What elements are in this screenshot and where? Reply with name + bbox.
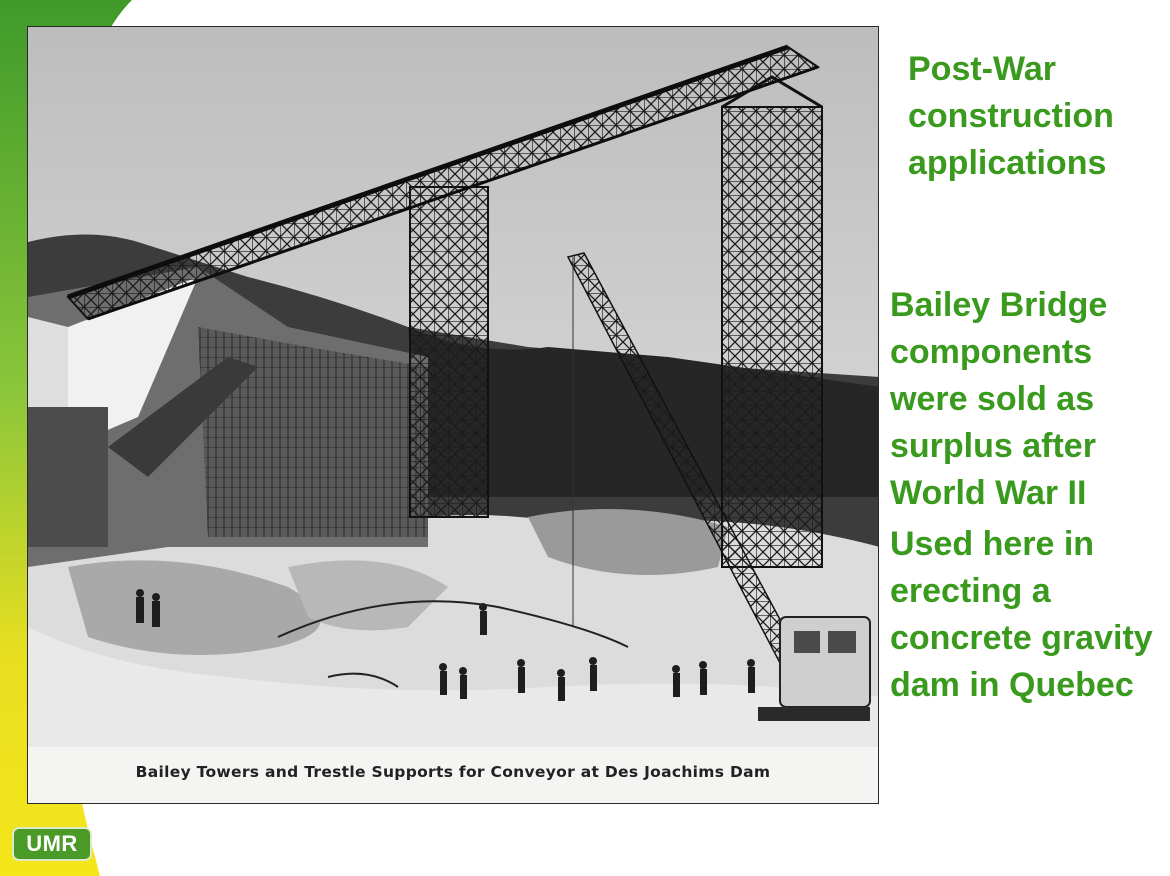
slide-heading: Post-War construction applications: [908, 50, 1114, 182]
slide-paragraph-surplus: Bailey Bridge components were sold as surplus after World War II: [890, 286, 1108, 512]
dam-construction-photo: [27, 26, 879, 804]
photo-illustration: [28, 27, 879, 804]
photo-caption: Bailey Towers and Trestle Supports for Conveyor at Des Joachims Dam: [135, 763, 771, 781]
slide-paragraph-quebec: Used here in erecting a concrete gravity dam in Quebec: [890, 525, 1153, 704]
slide-text-column: [890, 46, 1160, 709]
umr-logo: UMR: [12, 827, 92, 861]
